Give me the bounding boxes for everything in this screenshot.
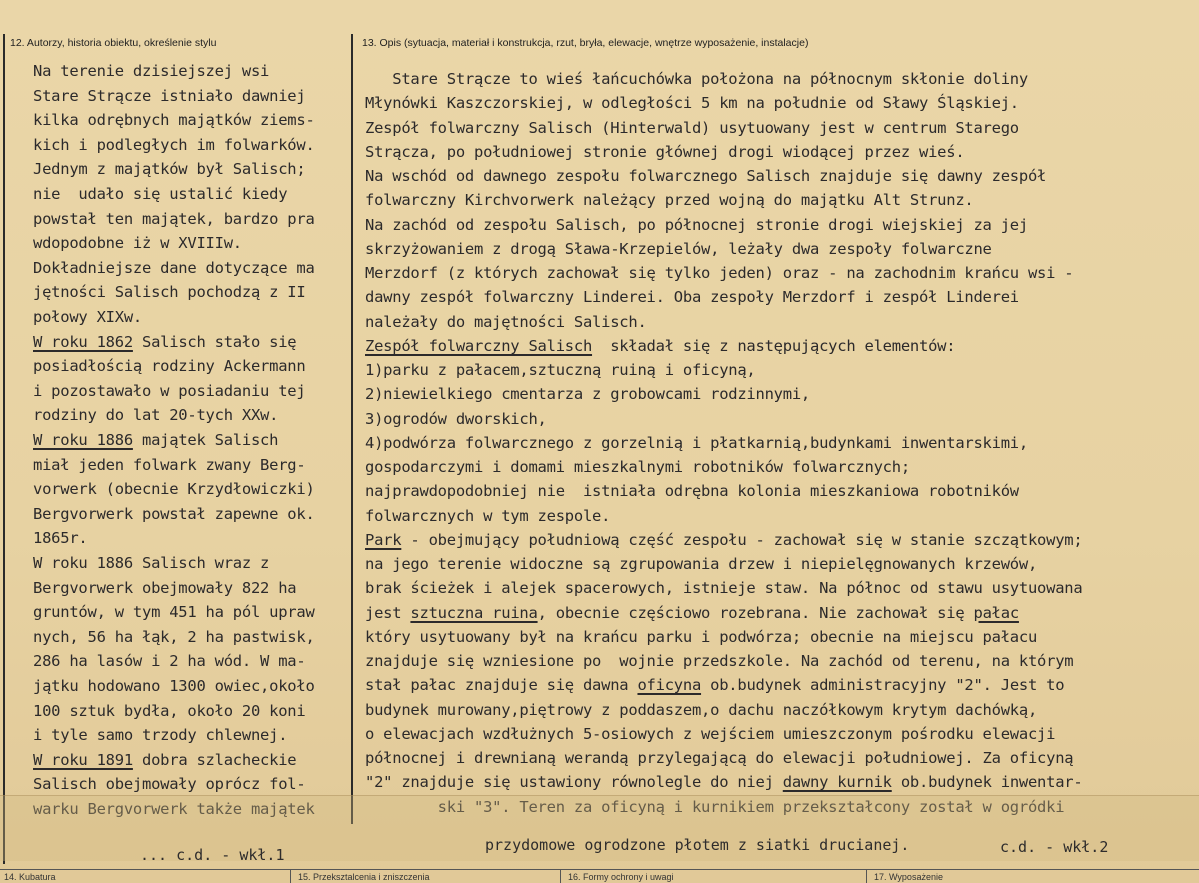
- line-text: gruntów, w tym 451 ha pól upraw: [33, 603, 315, 622]
- text-line: [33, 283, 305, 301]
- left-column-text: [33, 62, 348, 822]
- text-line: [33, 751, 296, 769]
- line-text: stał pałac znajduje się dawna: [365, 676, 638, 695]
- line-text: 1)parku z pałacem,sztuczną ruiną i oficyną,: [365, 361, 756, 379]
- line-text: nych, 56 ha łąk, 2 ha pastwisk,: [33, 627, 315, 646]
- text-line: [33, 480, 315, 498]
- text-line: [365, 628, 1037, 646]
- line-text: ob.budynek inwentar-: [891, 773, 1083, 792]
- text-line: [365, 701, 1037, 719]
- line-text: najprawdopodobniej nie istniała odrębna kolonia mieszkaniowa robotników: [365, 482, 1019, 501]
- bottom-strip: [0, 872, 1199, 883]
- line-text: budynek murowany,piętrowy z poddaszem,o dachu naczółkowym krytym dachówką,: [365, 700, 1038, 719]
- line-text: kich i podległych im folwarków.: [33, 135, 315, 154]
- bottom-rule: [0, 869, 1199, 870]
- right-column-text: [365, 70, 1195, 830]
- line-text: Merzdorf (z których zachował się tylko jeden) oraz - na zachodnim krańcu wsi -: [365, 264, 1074, 282]
- text-line: [365, 143, 964, 161]
- line-text: nie udało się ustalić kiedy: [33, 185, 288, 203]
- line-text: Stare Strącze istniało dawniej: [33, 86, 306, 105]
- text-line: [33, 603, 315, 621]
- line-text: ski "3". Teren za oficyną i kurnikiem przekształcony został w ogródki: [365, 797, 1065, 816]
- text-line: [365, 288, 1019, 306]
- text-line: [33, 87, 305, 105]
- text-line: [365, 531, 1082, 549]
- line-text: Na terenie dzisiejszej wsi: [33, 62, 270, 80]
- line-text: 2)niewielkiego cmentarza z grobowcami rodzinnymi,: [365, 385, 811, 404]
- line-text: Strącza, po południowej stronie głównej drogi wiodącej przez wieś.: [365, 142, 965, 161]
- line-text: Bergvorwerk powstał zapewne ok.: [33, 504, 315, 523]
- text-line: [33, 505, 315, 523]
- underlined-text: W roku 1891: [33, 750, 133, 769]
- text-line: [365, 482, 1019, 500]
- line-text: Salisch obejmowały oprócz fol-: [33, 775, 306, 794]
- text-line: [365, 725, 1055, 743]
- underlined-text: pałac: [973, 603, 1019, 622]
- line-text: Salisch stało się: [132, 332, 297, 351]
- text-line: [365, 749, 1073, 767]
- line-text: jętności Salisch pochodzą z II: [33, 283, 306, 302]
- underlined-text: W roku 1862: [33, 332, 133, 351]
- line-text: , obecnie częściowo rozebrana. Nie zachował się: [537, 603, 974, 622]
- text-line: [365, 458, 910, 476]
- line-text: Stare Strącze to wieś łańcuchówka położona na północnym skłonie doliny: [365, 70, 1028, 88]
- line-text: Na zachód od zespołu Salisch, po północnej stronie drogi wiejskiej za jej: [365, 215, 1028, 234]
- underlined-text: Zespół folwarczny Salisch: [365, 336, 593, 355]
- bottom-cell-przeksztalcenia: 15. Przeksztalcenia i zniszczenia: [298, 872, 430, 882]
- text-line: [33, 702, 305, 720]
- footer-center-text: przydomowe ogrodzone płotem z siatki drucianej.: [485, 836, 910, 854]
- line-text: wdopodobne iż w XVIIIw.: [33, 234, 242, 253]
- bottom-cell-kubatura: 14. Kubatura: [4, 872, 56, 882]
- line-text: Zespół folwarczny Salisch (Hinterwald) usytuowany jest w centrum Starego: [365, 118, 1019, 137]
- text-line: [33, 529, 88, 547]
- text-line: [33, 406, 278, 424]
- line-text: folwarczny Kirchvorwerk należący przed wojną do majątku Alt Strunz.: [365, 191, 974, 210]
- line-text: Młynówki Kaszczorskiej, w odległości 5 km na południe od Sławy Śląskiej.: [365, 94, 1019, 113]
- line-text: 100 sztuk bydła, około 20 koni: [33, 701, 306, 720]
- line-text: jątku hodowano 1300 owiec,około: [33, 677, 315, 695]
- text-line: [33, 579, 296, 597]
- section-13-header: 13. Opis (sytuacja, materiał i konstrukcja, rzut, bryła, elewacje, wnętrze wyposażenie, instalacje): [362, 37, 809, 49]
- underlined-text: sztuczna ruina: [410, 603, 538, 622]
- line-text: - obejmujący południową część zespołu - zachował się w stanie szczątkowym;: [401, 530, 1083, 549]
- line-text: jest: [365, 603, 411, 622]
- text-line: [33, 136, 315, 154]
- line-text: "2" znajduje się ustawiony równolegle do niej: [365, 773, 783, 792]
- text-line: [365, 264, 1073, 282]
- text-line: [33, 677, 315, 695]
- text-line: [33, 357, 305, 375]
- text-line: [365, 191, 973, 209]
- text-line: [33, 652, 305, 670]
- line-text: Jednym z majątków był Salisch;: [33, 160, 306, 179]
- text-line: [365, 361, 756, 379]
- line-text: i pozostawało w posiadaniu tej: [33, 381, 306, 400]
- text-line: [365, 313, 647, 331]
- text-line: [33, 333, 296, 351]
- line-text: północnej i drewnianą werandą przylegającą do elewacji południowej. Za oficyną: [365, 749, 1074, 767]
- text-line: [33, 160, 305, 178]
- line-text: gospodarczymi i domami mieszkalnymi robotników folwarcznych;: [365, 458, 910, 476]
- text-line: [365, 507, 610, 525]
- text-line: [33, 628, 315, 646]
- line-text: rodziny do lat 20-tych XXw.: [33, 406, 279, 425]
- text-line: [365, 240, 992, 258]
- line-text: dobra szlacheckie: [132, 750, 297, 769]
- line-text: połowy XIXw.: [33, 308, 142, 326]
- text-line: [365, 579, 1082, 597]
- text-line: [33, 111, 315, 129]
- footer-right-continuation: c.d. - wkł.2: [1000, 838, 1109, 856]
- line-text: 4)podwórza folwarcznego z gorzelnią i płatkarnią,budynkami inwentarskimi,: [365, 433, 1028, 452]
- line-text: 3)ogrodów dworskich,: [365, 409, 547, 428]
- text-line: [33, 726, 287, 744]
- footer-left-continuation: ... c.d. - wkł.1: [140, 846, 285, 864]
- line-text: W roku 1886 Salisch wraz z: [33, 554, 270, 572]
- text-line: [33, 308, 142, 326]
- text-line: [365, 94, 1019, 112]
- underlined-text: oficyna: [637, 676, 702, 695]
- text-line: [365, 70, 1028, 88]
- text-line: [365, 167, 1046, 185]
- line-text: miał jeden folwark zwany Berg-: [33, 455, 306, 474]
- line-text: 1865r.: [33, 529, 88, 548]
- line-text: brak ścieżek i alejek spacerowych, istnieje staw. Na północ od stawu usytuowana: [365, 579, 1083, 598]
- text-line: [365, 604, 1019, 622]
- text-line: [33, 431, 278, 449]
- line-text: 286 ha lasów i 2 ha wód. W ma-: [33, 652, 306, 671]
- line-text: na jego terenie widoczne są zgrupowania drzew i niepielęgnowanych krzewów,: [365, 555, 1038, 573]
- text-line: [33, 382, 305, 400]
- text-line: [33, 554, 269, 572]
- text-line: [33, 185, 287, 203]
- line-text: powstał ten majątek, bardzo pra: [33, 209, 315, 228]
- line-text: Bergvorwerk obejmowały 822 ha: [33, 578, 297, 597]
- text-line: [33, 62, 269, 80]
- line-text: majątek Salisch: [132, 431, 279, 449]
- text-line: [365, 652, 1073, 670]
- bottom-cell-wyposazenie: 17. Wyposażenie: [874, 872, 943, 882]
- text-line: [365, 337, 955, 355]
- text-line: [33, 456, 305, 474]
- line-text: ob.budynek administracyjny "2". Jest to: [701, 676, 1065, 695]
- text-line: [365, 119, 1019, 137]
- line-text: i tyle samo trzody chlewnej.: [33, 726, 288, 745]
- line-text: składał się z następujących elementów:: [592, 336, 956, 355]
- line-text: dawny zespół folwarczny Linderei. Oba zespoły Merzdorf i zespół Linderei: [365, 288, 1019, 307]
- line-text: który usytuowany był na krańcu parku i podwórza; obecnie na miejscu pałacu: [365, 627, 1038, 646]
- left-border-rule: [3, 34, 5, 864]
- line-text: znajduje się wzniesione po wojnie przedszkole. Na zachód od terenu, na którym: [365, 652, 1074, 670]
- text-line: [365, 410, 547, 428]
- text-line: [33, 234, 242, 252]
- underlined-text: dawny kurnik: [782, 773, 892, 792]
- line-text: folwarcznych w tym zespole.: [365, 506, 611, 525]
- text-line: [365, 676, 1064, 694]
- underlined-text: W roku 1886: [33, 431, 133, 449]
- text-line: [365, 773, 1082, 791]
- text-line: [33, 210, 315, 228]
- text-line: [33, 775, 305, 793]
- line-text: posiadłością rodziny Ackermann: [33, 357, 306, 376]
- text-line: [365, 216, 1028, 234]
- line-text: o elewacjach wzdłużnych 5-osiowych z wejściem umieszczonym pośrodku elewacji: [365, 724, 1056, 743]
- bottom-cell-ochrona: 16. Formy ochrony i uwagi: [568, 872, 674, 882]
- line-text: skrzyżowaniem z drogą Sława-Krzepielów, leżały dwa zespoły folwarczne: [365, 239, 992, 258]
- column-divider-rule: [351, 34, 353, 824]
- underlined-text: Park: [365, 530, 402, 549]
- section-12-header: 12. Autorzy, historia obiektu, określenie stylu: [10, 37, 217, 49]
- text-line: [365, 434, 1028, 452]
- line-text: należały do majętności Salisch.: [365, 312, 647, 331]
- line-text: Na wschód od dawnego zespołu folwarcznego Salisch znajduje się dawny zespół: [365, 167, 1047, 185]
- line-text: vorwerk (obecnie Krzydłowiczki): [33, 480, 315, 499]
- text-line: [365, 555, 1037, 573]
- line-text: kilka odrębnych majątków ziems-: [33, 111, 315, 130]
- text-line: [365, 385, 810, 403]
- text-line: [33, 259, 315, 277]
- line-text: Dokładniejsze dane dotyczące ma: [33, 258, 315, 277]
- line-text: warku Bergvorwerk także majątek: [33, 800, 315, 818]
